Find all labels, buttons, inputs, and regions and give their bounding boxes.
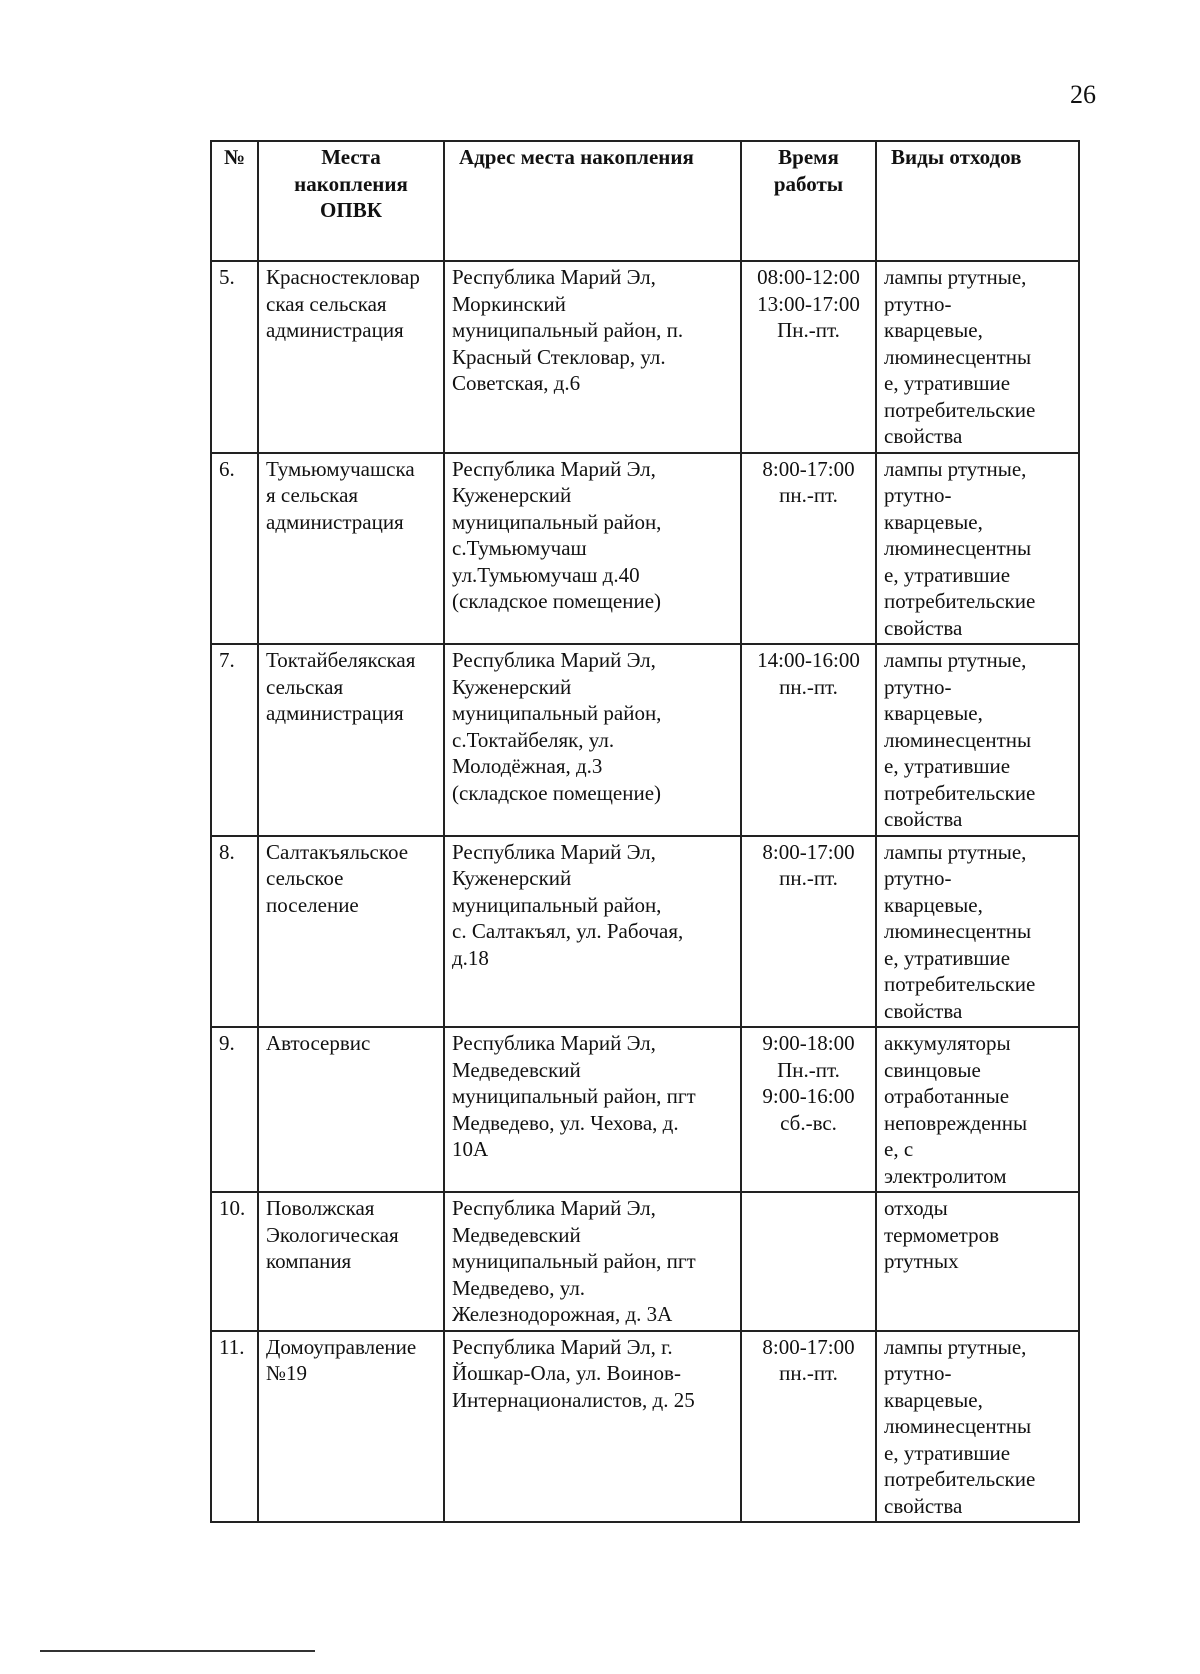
cell-waste-types: отходы термометров ртутных — [876, 1192, 1079, 1331]
cell-address: Республика Марий Эл, Куженерский муниципальный район, с.Тумьюмучаш ул.Тумьюмучаш д.40 (складское помещение) — [444, 453, 741, 645]
table-row — [211, 261, 1079, 453]
cell-hours — [741, 1192, 876, 1331]
cell-address: Республика Марий Эл, Медведевский муниципальный район, пгт Медведево, ул. Железнодорожная, д. 3А — [444, 1192, 741, 1331]
table-row — [211, 1027, 1079, 1192]
header-place: Места накопления ОПВК — [258, 141, 444, 261]
cell-number: 9. — [211, 1027, 258, 1192]
table-row — [211, 1192, 1079, 1331]
cell-hours: 14:00-16:00 пн.-пт. — [741, 644, 876, 836]
cell-address: Республика Марий Эл, Куженерский муниципальный район, с. Салтакъял, ул. Рабочая, д.18 — [444, 836, 741, 1028]
waste-collection-table — [210, 140, 1080, 1523]
header-address: Адрес места накопления — [444, 141, 741, 261]
cell-address: Республика Марий Эл, г. Йошкар-Ола, ул. Воинов- Интернационалистов, д. 25 — [444, 1331, 741, 1523]
cell-number: 7. — [211, 644, 258, 836]
page-number: 26 — [1070, 80, 1096, 109]
cell-waste-types: лампы ртутные, ртутно- кварцевые, люминесцентны е, утратившие потребительские свойства — [876, 644, 1079, 836]
cell-address: Республика Марий Эл, Моркинский муниципальный район, п. Красный Стекловар, ул. Советская, д.6 — [444, 261, 741, 453]
header-number: № — [211, 141, 258, 261]
cell-hours: 8:00-17:00 пн.-пт. — [741, 1331, 876, 1523]
table-row — [211, 644, 1079, 836]
cell-number: 5. — [211, 261, 258, 453]
cell-place: Красностекловар ская сельская администрация — [258, 261, 444, 453]
cell-waste-types: аккумуляторы свинцовые отработанные неповрежденны е, с электролитом — [876, 1027, 1079, 1192]
cell-waste-types: лампы ртутные, ртутно- кварцевые, люминесцентны е, утратившие потребительские свойства — [876, 1331, 1079, 1523]
cell-waste-types: лампы ртутные, ртутно- кварцевые, люминесцентны е, утратившие потребительские свойства — [876, 836, 1079, 1028]
cell-hours: 8:00-17:00 пн.-пт. — [741, 453, 876, 645]
table-row — [211, 836, 1079, 1028]
cell-number: 11. — [211, 1331, 258, 1523]
header-waste-types: Виды отходов — [876, 141, 1079, 261]
cell-place: Токтайбелякская сельская администрация — [258, 644, 444, 836]
cell-waste-types: лампы ртутные, ртутно- кварцевые, люминесцентны е, утратившие потребительские свойства — [876, 453, 1079, 645]
cell-address: Республика Марий Эл, Медведевский муниципальный район, пгт Медведево, ул. Чехова, д. 10А — [444, 1027, 741, 1192]
cell-address: Республика Марий Эл, Куженерский муниципальный район, с.Токтайбеляк, ул. Молодёжная, д.3 (складское помещение) — [444, 644, 741, 836]
cell-place: Тумьюмучашска я сельская администрация — [258, 453, 444, 645]
table-row — [211, 453, 1079, 645]
cell-place: Автосервис — [258, 1027, 444, 1192]
cell-waste-types: лампы ртутные, ртутно- кварцевые, люминесцентны е, утратившие потребительские свойства — [876, 261, 1079, 453]
cell-number: 10. — [211, 1192, 258, 1331]
table-header-row — [211, 141, 1079, 261]
cell-number: 6. — [211, 453, 258, 645]
cell-hours: 9:00-18:00 Пн.-пт. 9:00-16:00 сб.-вс. — [741, 1027, 876, 1192]
cell-hours: 08:00-12:00 13:00-17:00 Пн.-пт. — [741, 261, 876, 453]
table-row — [211, 1331, 1079, 1523]
cell-number: 8. — [211, 836, 258, 1028]
cell-hours: 8:00-17:00 пн.-пт. — [741, 836, 876, 1028]
cell-place: Поволжская Экологическая компания — [258, 1192, 444, 1331]
cell-place: Салтакъяльское сельское поселение — [258, 836, 444, 1028]
header-hours: Время работы — [741, 141, 876, 261]
cell-place: Домоуправление №19 — [258, 1331, 444, 1523]
footnote-rule — [40, 1650, 315, 1652]
